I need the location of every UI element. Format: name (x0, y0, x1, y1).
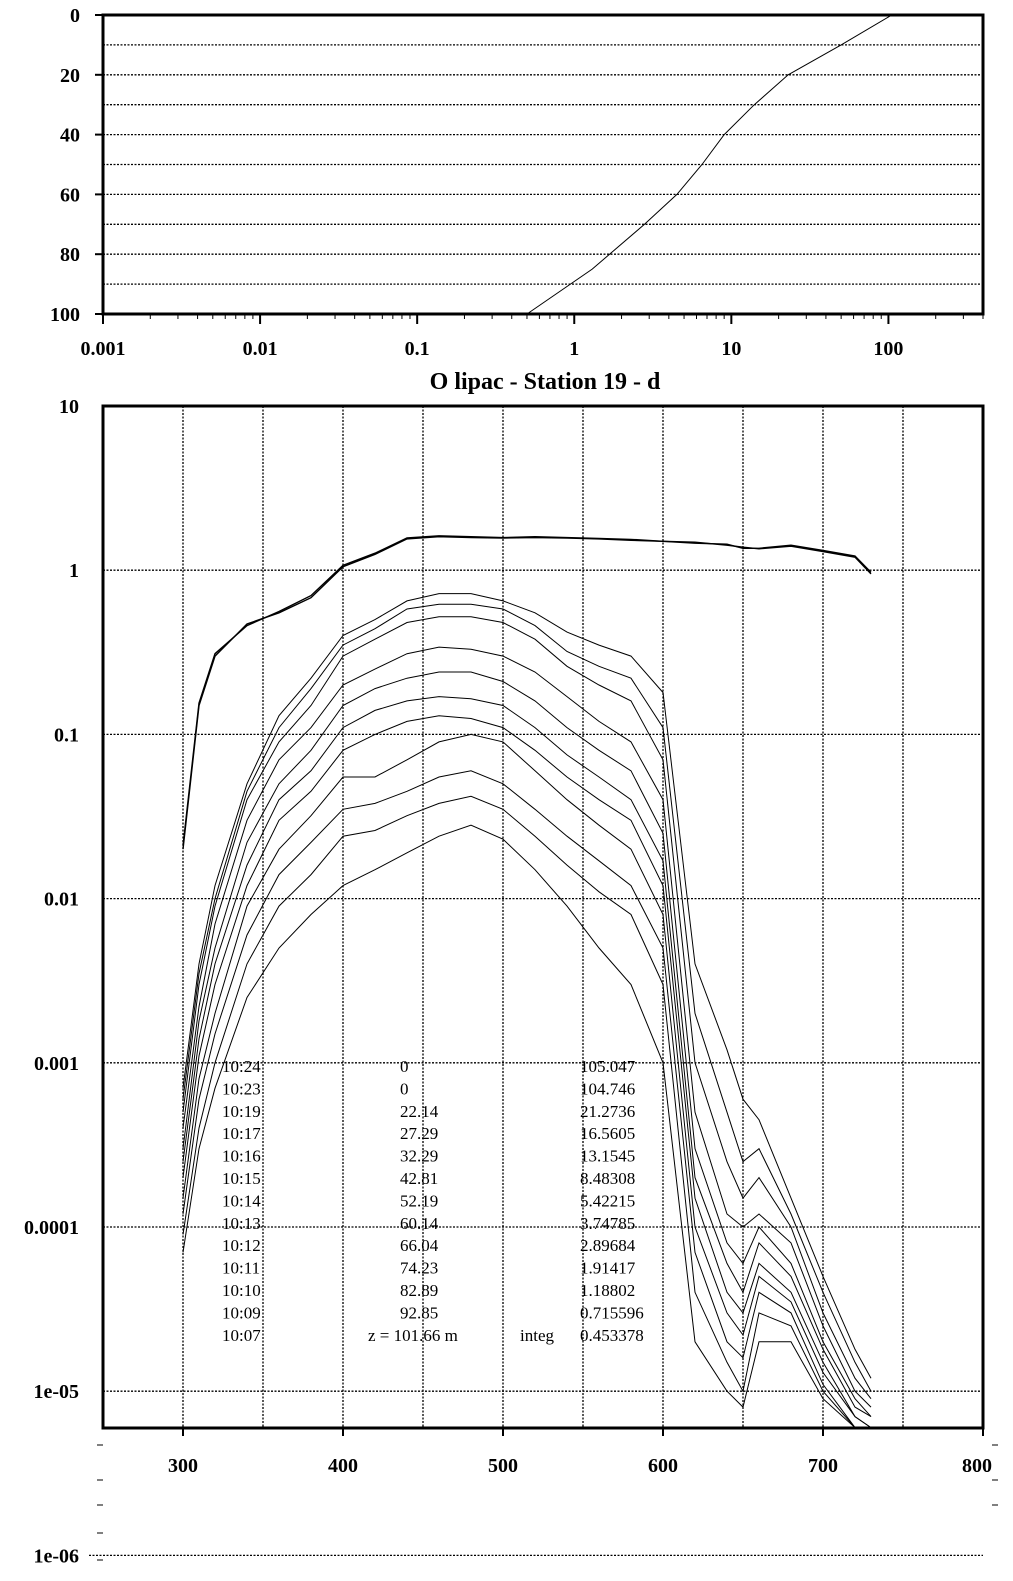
plot-frame (103, 15, 983, 314)
x-tick-label: 700 (808, 1455, 838, 1477)
y-tick-label: 1 (69, 560, 79, 583)
table-value: 1.18802 (580, 1281, 636, 1300)
y-tick-label: 0.1 (54, 724, 79, 747)
y-tick-label: 0.01 (44, 888, 79, 911)
table-value: 3.74785 (580, 1213, 636, 1233)
table-depth: 52.19 (400, 1191, 439, 1211)
table-value: 0.453378 (580, 1325, 644, 1345)
table-time: 10:07 (222, 1325, 261, 1345)
table-time: 10:19 (222, 1101, 261, 1121)
table-depth: 66.04 (400, 1236, 439, 1256)
y-tick-label: 20 (60, 64, 80, 87)
table-depth: 74.23 (400, 1258, 439, 1278)
table-time: 10:23 (222, 1079, 261, 1099)
table-time: 10:13 (222, 1213, 261, 1233)
x-tick-label: 600 (648, 1455, 678, 1477)
table-depth: 0 (400, 1079, 409, 1099)
x-tick-label: 500 (488, 1455, 518, 1477)
x-tick-label: 300 (168, 1455, 198, 1477)
depth-profile-chart (50, 5, 983, 360)
table-time: 10:17 (222, 1124, 261, 1144)
x-tick-label: 400 (328, 1455, 358, 1477)
series-line-1013 (183, 697, 871, 1417)
table-value: 5.42215 (580, 1191, 636, 1211)
x-tick-label: 100 (873, 338, 904, 360)
table-time: 10:11 (222, 1258, 261, 1278)
table-depth: 60.14 (400, 1213, 439, 1233)
table-depth: 32.29 (400, 1146, 439, 1166)
y-tick-label: 10 (59, 396, 79, 418)
chart-title: O lipac - Station 19 - d (429, 369, 661, 395)
y-tick-label: 0.001 (34, 1052, 79, 1075)
table-depth: 42.81 (400, 1169, 439, 1188)
y-tick-label: 60 (60, 184, 80, 207)
table-value: 21.2736 (580, 1101, 636, 1121)
table-value: 0.715596 (580, 1303, 644, 1323)
table-value: 1.91417 (580, 1258, 636, 1278)
table-value: 105.047 (580, 1057, 636, 1076)
y-tick-label: 1e-05 (33, 1381, 79, 1404)
series-group (183, 536, 871, 1428)
table-time: 10:24 (222, 1057, 261, 1076)
series-line-1014 (183, 672, 871, 1417)
x-tick-label: 10 (721, 338, 742, 360)
table-time: 10:09 (222, 1303, 261, 1323)
table-depth: 92.85 (400, 1303, 439, 1323)
series-line-1019 (183, 594, 871, 1379)
series-line-1012 (183, 716, 871, 1428)
spectra-chart (24, 369, 998, 1567)
y-tick-label: 80 (60, 244, 80, 267)
x-tick-label: 800 (962, 1455, 992, 1477)
table-value: 104.746 (580, 1079, 636, 1099)
x-tick-label: 0.001 (80, 338, 126, 360)
table-time: 10:10 (222, 1281, 261, 1300)
x-tick-label: 1 (569, 338, 580, 360)
table-depth: 27.29 (400, 1124, 439, 1144)
series-line-1023 (183, 536, 871, 846)
y-tick-label: 0.0001 (24, 1217, 79, 1239)
table-depth: z = 101.66 m (368, 1325, 458, 1345)
table-integ-label: integ (520, 1325, 554, 1345)
y-tick-label: 100 (50, 304, 80, 326)
table-value: 13.1545 (580, 1146, 636, 1166)
y-tick-label: 0 (70, 5, 80, 27)
x-tick-label: 0.1 (404, 338, 430, 360)
table-depth: 22.14 (400, 1101, 439, 1121)
depth-table (222, 1057, 644, 1345)
table-time: 10:14 (222, 1191, 261, 1211)
table-time: 10:15 (222, 1169, 261, 1188)
table-value: 8.48308 (580, 1169, 636, 1188)
y-tick-label: 40 (60, 124, 80, 147)
series-line-1011 (183, 734, 871, 1427)
x-tick-label: 0.01 (242, 338, 278, 360)
y-tick-label: 1e-06 (33, 1545, 79, 1568)
table-depth: 82.89 (400, 1281, 439, 1300)
table-time: 10:12 (222, 1236, 261, 1256)
table-value: 2.89684 (580, 1236, 636, 1256)
table-value: 16.5605 (580, 1124, 636, 1144)
table-depth: 0 (400, 1057, 409, 1076)
table-time: 10:16 (222, 1146, 261, 1166)
series-line-1015 (183, 647, 871, 1407)
